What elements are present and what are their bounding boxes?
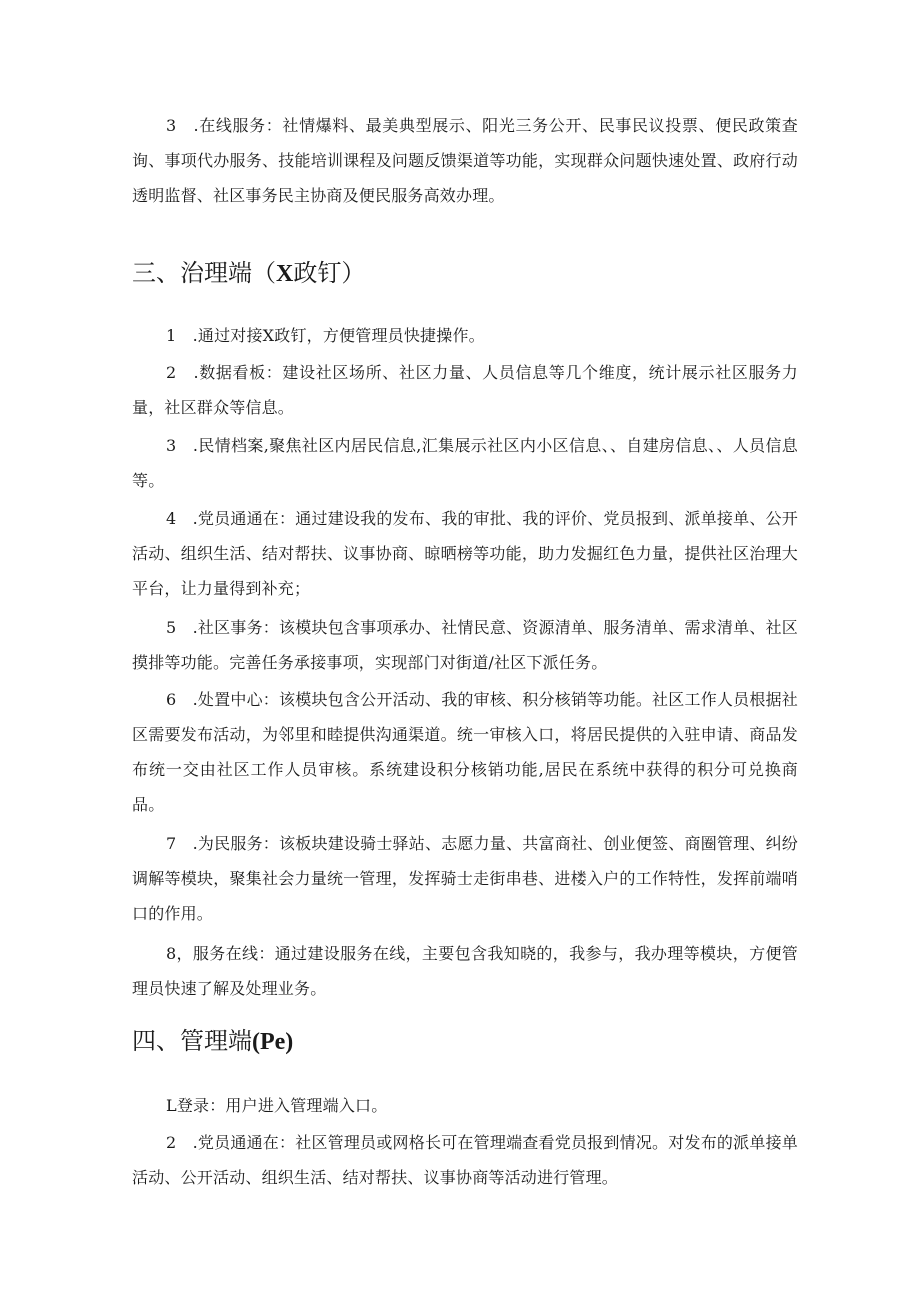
paragraph-governance-8: 8，服务在线：通过建设服务在线，主要包含我知晓的，我参与，我办理等模块，方便管理员快速了解及处理业务。: [132, 944, 798, 998]
section-heading-governance: [132, 256, 798, 291]
paragraph-management-1: L登录：用户进入管理端入口。: [166, 1096, 388, 1115]
paragraph-governance-1: 1 .通过对接X政钉，方便管理员快捷操作。: [166, 326, 485, 345]
section-heading-management: [132, 1024, 798, 1059]
heading-suffix: 政钉）: [293, 259, 366, 287]
paragraph-governance-2: 2 .数据看板：建设社区场所、社区力量、人员信息等几个维度，统计展示社区服务力量，社区群众等信息。: [132, 363, 798, 417]
paragraph-online-service: 3 .在线服务：社情爆料、最美典型展示、阳光三务公开、民事民议投票、便民政策查询、事项代办服务、技能培训课程及问题反馈渠道等功能，实现群众问题快速处置、政府行动透明监督、社区事务民主协商及便民服务高效办理。: [132, 116, 798, 205]
paragraph-governance-4: 4 .党员通通在：通过建设我的发布、我的审批、我的评价、党员报到、派单接单、公开活动、组织生活、结对帮扶、议事协商、晾晒榜等功能，助力发掘红色力量，提供社区治理大平台，让力量得到补充；: [132, 509, 798, 598]
heading-bold: X: [276, 261, 294, 287]
heading-prefix: 三、治理端（: [132, 259, 276, 287]
paragraph-management-2: 2 .党员通通在：社区管理员或网格长可在管理端查看党员报到情况。对发布的派单接单活动、公开活动、组织生活、结对帮扶、议事协商等活动进行管理。: [132, 1133, 798, 1187]
paragraph-governance-6: 6 .处置中心：该模块包含公开活动、我的审核、积分核销等功能。社区工作人员根据社区需要发布活动，为邻里和睦提供沟通渠道。统一审核入口，将居民提供的入驻申请、商品发布统一交由社区工作人员审核。系统建设积分核销功能,居民在系统中获得的积分可兑换商品。: [132, 690, 798, 814]
heading-prefix: 四、管理端: [132, 1027, 252, 1055]
paragraph-governance-7: 7 .为民服务：该板块建设骑士驿站、志愿力量、共富商社、创业便签、商圈管理、纠纷调解等模块，聚集社会力量统一管理，发挥骑士走街串巷、进楼入户的工作特性，发挥前端哨口的作用。: [132, 834, 798, 923]
heading-bold: (Pe): [252, 1029, 294, 1055]
paragraph-governance-5: 5 .社区事务：该模块包含事项承办、社情民意、资源清单、服务清单、需求清单、社区摸排等功能。完善任务承接事项，实现部门对街道/社区下派任务。: [132, 618, 798, 672]
paragraph-governance-3: 3 .民情档案,聚焦社区内居民信息,汇集展示社区内小区信息、、自建房信息、、人员信息等。: [132, 436, 798, 490]
